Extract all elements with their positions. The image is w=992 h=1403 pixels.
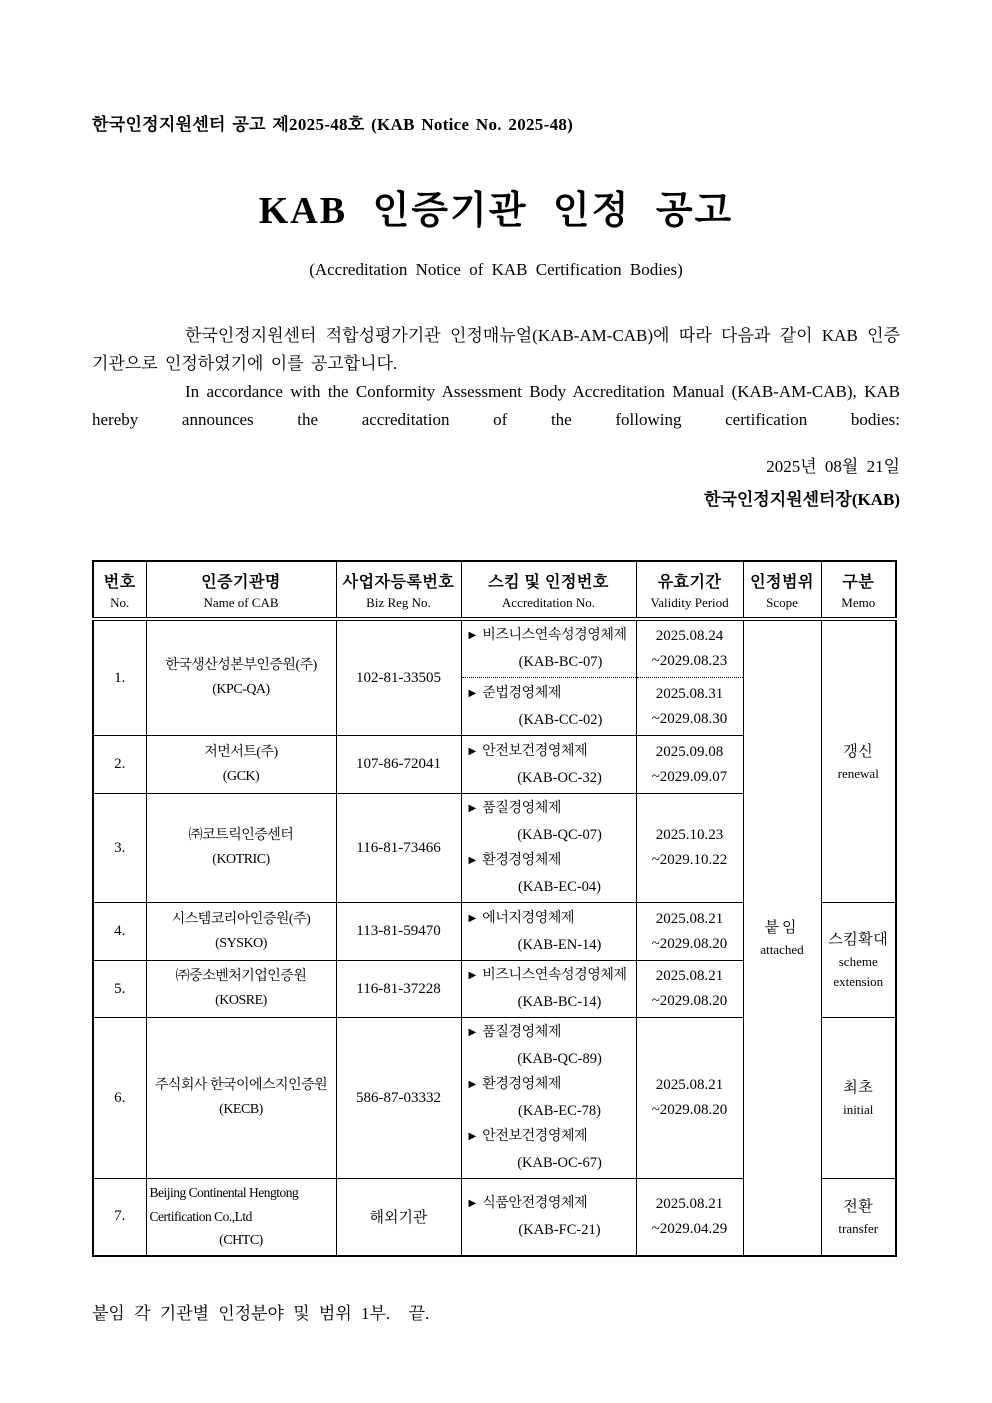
cell-no: 5. (93, 961, 146, 1018)
cell-no: 4. (93, 903, 146, 961)
scheme-code: (KAB-BC-14) (517, 994, 602, 1010)
scheme-code: (KAB-BC-07) (518, 654, 603, 670)
scheme-code: (KAB-QC-89) (517, 1051, 602, 1067)
notice-date: 2025년 08월 21일 (766, 457, 900, 476)
scheme-item (469, 1020, 634, 1072)
scheme-name: 비즈니스연속성경영체제 (482, 968, 627, 983)
col-header-memo (821, 561, 896, 619)
cell-no: 2. (93, 736, 146, 794)
paragraph-korean: 한국인정지원센터 적합성평가기관 인정매뉴얼(KAB-AM-CAB)에 따라 다음과 같이 KAB 인증기관으로 인정하였기에 이를 공고합니다. (92, 326, 900, 373)
memo-korean: 최초 (843, 1080, 874, 1096)
table-header-row (93, 561, 896, 619)
scheme-marker-icon: ▶ (468, 630, 477, 641)
scheme-name: 준법경영체제 (482, 685, 561, 701)
cell-validity (636, 903, 743, 961)
cab-name-abbr: (CHTC) (219, 1232, 263, 1248)
cell-schemes (461, 1179, 636, 1256)
cab-name-line: Certification Co.,Ltd (149, 1208, 252, 1224)
scheme-code: (KAB-CC-02) (518, 711, 603, 728)
scheme-code: (KAB-OC-67) (517, 1155, 602, 1171)
cell-schemes (461, 619, 636, 736)
memo-english: scheme (838, 954, 878, 969)
scheme-code: (KAB-OC-32) (517, 769, 602, 786)
cell-biz-reg: 116-81-73466 (336, 794, 461, 903)
cell-memo (821, 1018, 896, 1179)
scheme-group (462, 678, 636, 735)
cell-cab-name (146, 736, 336, 794)
page-title: KAB 인증기관 인정 공고 (258, 190, 734, 232)
cell-biz-reg: 586-87-03332 (336, 1018, 461, 1179)
memo-english: renewal (837, 765, 879, 781)
validity-from: 2025.10.23 (655, 827, 724, 843)
notice-number: 한국인정지원센터 공고 제2025-48호 (KAB Notice No. 2025-48) (92, 115, 574, 134)
col-header-name-en: Name of CAB (203, 594, 279, 610)
body-text (92, 322, 900, 434)
scheme-code: (KAB-FC-21) (518, 1221, 601, 1238)
page-subtitle: (Accreditation Notice of KAB Certification Bodies) (309, 260, 683, 279)
scheme-marker-icon: ▶ (468, 1197, 477, 1209)
col-header-no (93, 561, 146, 619)
scheme-name: 환경경영체제 (482, 853, 561, 868)
scheme-name: 안전보건경영체제 (482, 1129, 588, 1144)
memo-english: transfer (838, 1220, 879, 1236)
validity-to: ~2029.08.20 (651, 1102, 728, 1118)
validity-period (637, 621, 743, 678)
memo-english: extension (833, 974, 884, 989)
cell-cab-name (146, 794, 336, 903)
validity-from: 2025.08.31 (655, 685, 724, 702)
cell-biz-reg: 107-86-72041 (336, 736, 461, 794)
cab-name-korean: 한국생산성본부인증원(주) (165, 658, 317, 673)
scheme-group (462, 621, 636, 678)
validity-from: 2025.08.21 (655, 1077, 724, 1093)
col-header-scope-en: Scope (766, 594, 798, 610)
col-header-scope-ko: 인정범위 (750, 573, 814, 591)
memo-korean: 갱신 (843, 743, 874, 760)
cell-biz-reg: 102-81-33505 (336, 619, 461, 736)
cell-biz-reg: 해외기관 (336, 1179, 461, 1256)
paragraph-english: In accordance with the Conformity Assessment Body Accreditation Manual (KAB-AM-CAB), KAB hereby announces the accreditation of the following certification bodies: (92, 382, 900, 429)
cell-validity (636, 961, 743, 1018)
scheme-name: 비즈니스연속성경영체제 (482, 628, 627, 643)
scheme-marker-icon: ▶ (468, 855, 477, 866)
cell-schemes (461, 903, 636, 961)
scheme-item (469, 1191, 634, 1243)
cab-name-korean: ㈜코트릭인증센터 (188, 828, 294, 843)
cell-memo (821, 903, 896, 1018)
scope-english: attached (760, 941, 804, 957)
cab-name-abbr: (KECB) (219, 1102, 263, 1117)
scheme-code: (KAB-EC-78) (518, 1103, 601, 1119)
cab-name-line: Beijing Continental Hengtong (149, 1184, 299, 1200)
cell-cab-name (146, 961, 336, 1018)
validity-to: ~2029.09.07 (651, 768, 728, 785)
cell-cab-name (146, 619, 336, 736)
validity-from: 2025.09.08 (655, 743, 724, 760)
scheme-name: 품질경영체제 (482, 801, 561, 816)
scheme-marker-icon: ▶ (468, 1027, 477, 1038)
cell-cab-name (146, 1179, 336, 1256)
cell-no: 3. (93, 794, 146, 903)
memo-korean: 스킴확대 (828, 932, 889, 948)
scheme-item (469, 848, 634, 900)
validity-to: ~2029.08.23 (651, 653, 728, 669)
col-header-accreditation-en: Accreditation No. (501, 594, 596, 610)
col-header-validity (636, 561, 743, 619)
scheme-code: (KAB-EC-04) (518, 879, 601, 895)
cell-schemes (461, 794, 636, 903)
cab-name-abbr: (GCK) (222, 768, 260, 784)
scheme-item (469, 739, 634, 791)
cell-cab-name (146, 1018, 336, 1179)
issuer-signature: 한국인정지원센터장(KAB) (704, 490, 900, 509)
cell-biz-reg: 116-81-37228 (336, 961, 461, 1018)
col-header-no-ko: 번호 (103, 573, 136, 591)
cab-name-abbr: (KOSRE) (215, 993, 267, 1008)
scheme-name: 환경경영체제 (482, 1077, 561, 1092)
validity-period (637, 678, 743, 735)
scheme-marker-icon: ▶ (468, 745, 477, 757)
cell-biz-reg: 113-81-59470 (336, 903, 461, 961)
scheme-marker-icon: ▶ (468, 1079, 477, 1090)
col-header-bizreg-ko: 사업자등록번호 (342, 573, 455, 591)
cab-name-abbr: (KPC-QA) (212, 682, 270, 697)
cab-name-korean: 시스템코리아인증원(주) (171, 911, 311, 927)
scheme-item (469, 1072, 634, 1124)
cell-no: 1. (93, 619, 146, 736)
scheme-name: 안전보건경영체제 (482, 743, 588, 759)
col-header-no-en: No. (110, 594, 130, 610)
validity-to: ~2029.08.30 (651, 710, 728, 727)
cell-validity (636, 794, 743, 903)
validity-from: 2025.08.24 (655, 628, 724, 644)
col-header-memo-ko: 구분 (842, 573, 875, 591)
scheme-marker-icon: ▶ (468, 912, 477, 924)
scheme-item (462, 681, 636, 733)
cell-validity (636, 736, 743, 794)
table-row (93, 619, 896, 736)
memo-english: initial (843, 1102, 874, 1117)
cell-validity (636, 619, 743, 736)
cell-schemes (461, 961, 636, 1018)
cell-no: 7. (93, 1179, 146, 1256)
attachment-note: 붙임 각 기관별 인정분야 및 범위 1부. 끝. (92, 1303, 430, 1323)
col-header-name-ko: 인증기관명 (201, 573, 281, 591)
scheme-marker-icon: ▶ (468, 970, 477, 981)
scheme-name: 식품안전경영체제 (482, 1195, 588, 1211)
cell-no: 6. (93, 1018, 146, 1179)
cell-validity (636, 1018, 743, 1179)
scheme-code: (KAB-QC-07) (517, 827, 602, 843)
col-header-bizreg (336, 561, 461, 619)
scheme-marker-icon: ▶ (468, 1131, 477, 1142)
cab-name-abbr: (SYSKO) (215, 935, 267, 951)
col-header-validity-en: Validity Period (650, 594, 729, 610)
scope-korean: 붙임 (764, 919, 800, 936)
cab-name-korean: 저먼서트(주) (204, 744, 278, 760)
col-header-bizreg-en: Biz Reg No. (366, 594, 431, 610)
accreditation-table (92, 560, 897, 1257)
cab-name-korean: ㈜중소벤처기업인증원 (175, 969, 307, 984)
validity-from: 2025.08.21 (655, 910, 724, 927)
scheme-item (469, 963, 634, 1015)
validity-to: ~2029.10.22 (651, 852, 728, 868)
col-header-scope (743, 561, 821, 619)
col-header-accreditation (461, 561, 636, 619)
cell-memo (821, 619, 896, 903)
memo-korean: 전환 (843, 1198, 874, 1215)
col-header-accreditation-ko: 스킴 및 인정번호 (488, 573, 609, 591)
validity-to: ~2029.08.20 (651, 935, 728, 952)
cell-scope (743, 619, 821, 1256)
col-header-validity-ko: 유효기간 (657, 573, 722, 591)
col-header-memo-en: Memo (841, 594, 876, 610)
cell-schemes (461, 736, 636, 794)
scheme-item (469, 796, 634, 848)
cell-cab-name (146, 903, 336, 961)
cab-name-abbr: (KOTRIC) (212, 852, 270, 867)
scheme-item (462, 623, 636, 675)
scheme-marker-icon: ▶ (468, 687, 477, 699)
scheme-code: (KAB-EN-14) (517, 936, 602, 953)
cab-name-korean: 주식회사 한국이에스지인증원 (154, 1078, 328, 1093)
validity-to: ~2029.04.29 (651, 1220, 728, 1237)
scheme-name: 품질경영체제 (482, 1025, 561, 1040)
scheme-marker-icon: ▶ (468, 803, 477, 814)
scheme-name: 에너지경영체제 (482, 910, 575, 926)
scheme-item (469, 1124, 634, 1176)
col-header-name (146, 561, 336, 619)
cell-schemes (461, 1018, 636, 1179)
cell-memo (821, 1179, 896, 1256)
scheme-item (469, 906, 634, 958)
validity-from: 2025.08.21 (655, 1195, 724, 1212)
validity-to: ~2029.08.20 (651, 993, 728, 1009)
cell-validity (636, 1179, 743, 1256)
validity-from: 2025.08.21 (655, 968, 724, 984)
